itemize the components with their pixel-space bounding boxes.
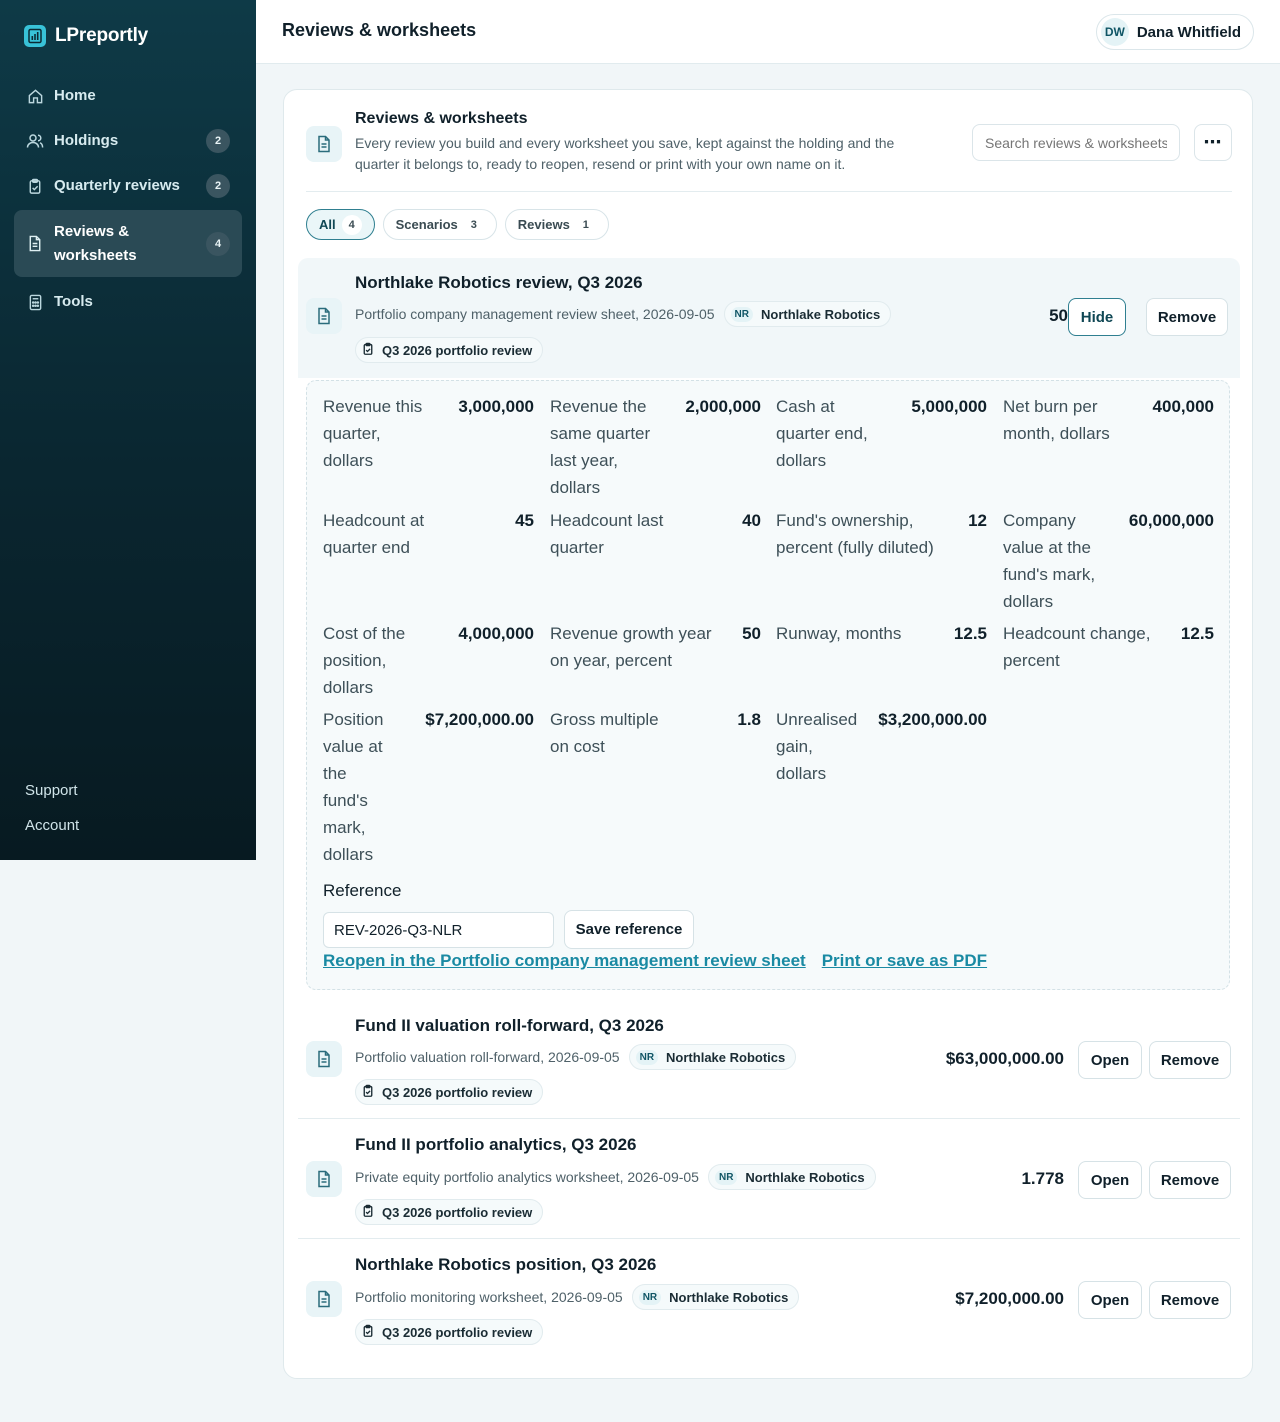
app-name: LPreportly xyxy=(55,25,149,46)
metric-label: Gross multiple on cost xyxy=(550,710,659,756)
item-detail-panel xyxy=(306,380,1230,990)
list-item xyxy=(298,1002,1240,1118)
more-options-button[interactable]: ⋯ xyxy=(1194,124,1232,161)
metric-item xyxy=(550,507,761,561)
holding-tag[interactable] xyxy=(629,1044,797,1070)
sidebar-item-label: Holdings xyxy=(54,132,119,149)
open-button[interactable]: Open xyxy=(1078,1041,1142,1079)
metric-value: 400,000 xyxy=(1152,397,1214,416)
save-reference-button[interactable]: Save reference xyxy=(564,910,694,949)
holding-name: Northlake Robotics xyxy=(745,1169,865,1185)
metric-label: Revenue this quarter, dollars xyxy=(323,397,423,470)
metric-item xyxy=(776,507,987,561)
filter-label: Scenarios xyxy=(395,217,458,232)
metric-value: $7,200,000.00 xyxy=(425,710,534,729)
metric-value: 3,000,000 xyxy=(458,397,534,416)
sidebar-item-holdings[interactable] xyxy=(14,119,242,163)
metric-label: Fund's ownership, percent (fully diluted) xyxy=(776,511,934,557)
metric-item xyxy=(550,620,761,674)
item-title: Fund II valuation roll-forward, Q3 2026 xyxy=(355,1016,664,1035)
document-icon xyxy=(306,1161,342,1197)
metric-value: 1.8 xyxy=(737,710,761,729)
count-badge: 2 xyxy=(206,174,230,198)
holding-initials: NR xyxy=(731,307,753,322)
metric-value: 12 xyxy=(968,511,987,530)
remove-button[interactable]: Remove xyxy=(1146,298,1228,336)
home-icon xyxy=(26,87,44,105)
filter-reviews[interactable] xyxy=(505,209,609,240)
item-title: Northlake Robotics position, Q3 2026 xyxy=(355,1255,657,1274)
metric-value: 40 xyxy=(742,511,761,530)
item-value: 1.778 xyxy=(1021,1169,1064,1188)
holding-tag[interactable] xyxy=(708,1164,876,1190)
document-icon xyxy=(306,1281,342,1317)
row-divider xyxy=(298,1118,1240,1119)
review-tag[interactable] xyxy=(355,1319,543,1345)
item-meta xyxy=(355,1164,876,1190)
calculator-icon xyxy=(26,293,44,311)
metric-item xyxy=(323,393,534,474)
review-name: Q3 2026 portfolio review xyxy=(382,342,533,358)
reopen-link[interactable]: Reopen in the Portfolio company management review sheet xyxy=(323,951,806,970)
open-button[interactable]: Open xyxy=(1078,1281,1142,1319)
remove-button[interactable]: Remove xyxy=(1149,1041,1231,1079)
sidebar xyxy=(0,0,256,860)
user-name: Dana Whitfield xyxy=(1136,23,1241,41)
reviews-card xyxy=(283,89,1253,1379)
holding-tag[interactable] xyxy=(632,1284,800,1310)
sidebar-item-label: Quarterly reviews xyxy=(54,177,180,194)
review-tag[interactable] xyxy=(355,1079,543,1105)
metric-item xyxy=(323,620,534,701)
sidebar-item-reviews-worksheets[interactable] xyxy=(14,210,242,277)
metric-value: 45 xyxy=(515,511,534,530)
holding-initials: NR xyxy=(639,1290,661,1305)
sidebar-item-tools[interactable] xyxy=(14,280,242,324)
remove-button[interactable]: Remove xyxy=(1149,1161,1231,1199)
list-item xyxy=(298,1121,1240,1237)
metric-item xyxy=(550,706,761,760)
metric-label: Runway, months xyxy=(776,624,902,643)
app-logo-icon xyxy=(24,25,46,47)
clipboard-icon xyxy=(26,177,44,195)
review-tag[interactable] xyxy=(355,1199,543,1225)
metric-label: Headcount last quarter xyxy=(550,511,664,557)
support-link[interactable]: Support xyxy=(25,782,78,799)
item-value: $63,000,000.00 xyxy=(945,1049,1064,1068)
metric-item xyxy=(323,507,534,561)
filter-label: All xyxy=(319,217,336,232)
search-input[interactable] xyxy=(972,124,1180,161)
filter-count: 1 xyxy=(582,218,589,231)
user-menu[interactable] xyxy=(1096,14,1254,50)
holding-name: Northlake Robotics xyxy=(666,1049,786,1065)
filter-count: 4 xyxy=(342,215,362,235)
detail-links xyxy=(323,951,987,971)
users-icon xyxy=(26,132,44,150)
hide-button[interactable]: Hide xyxy=(1068,298,1126,336)
sidebar-nav xyxy=(14,74,242,325)
item-description: Portfolio monitoring worksheet, 2026-09-05 xyxy=(355,1289,623,1305)
row-divider xyxy=(298,1238,1240,1239)
metric-label: Cash at quarter end, dollars xyxy=(776,397,868,470)
filter-label: Reviews xyxy=(517,217,570,232)
clipboard-icon xyxy=(362,1084,374,1101)
list-item xyxy=(298,258,1240,378)
document-icon xyxy=(306,1041,342,1077)
metric-value: 5,000,000 xyxy=(911,397,987,416)
item-meta xyxy=(355,1284,799,1310)
metric-label: Company value at the fund's mark, dollars xyxy=(1003,511,1096,611)
sidebar-footer xyxy=(25,782,79,852)
holding-initials: NR xyxy=(715,1170,737,1185)
review-name: Q3 2026 portfolio review xyxy=(382,1204,533,1220)
metric-label: Cost of the position, dollars xyxy=(323,624,406,697)
count-badge: 4 xyxy=(206,232,230,256)
page-title: Reviews & worksheets xyxy=(282,20,477,40)
item-meta xyxy=(355,301,891,327)
sidebar-item-home[interactable] xyxy=(14,74,242,118)
card-title: Reviews & worksheets xyxy=(355,110,528,127)
filter-all[interactable] xyxy=(306,209,375,240)
document-icon xyxy=(306,126,342,162)
sidebar-item-label: Home xyxy=(54,87,96,104)
item-value: $7,200,000.00 xyxy=(955,1289,1064,1308)
clipboard-icon xyxy=(362,1204,374,1221)
card-header xyxy=(306,110,1232,192)
document-icon xyxy=(306,298,342,334)
sidebar-item-label: Tools xyxy=(54,293,93,310)
holding-name: Northlake Robotics xyxy=(669,1289,789,1305)
metric-value: 2,000,000 xyxy=(685,397,761,416)
brand[interactable] xyxy=(24,25,148,47)
clipboard-icon xyxy=(362,342,374,359)
open-button[interactable]: Open xyxy=(1078,1161,1142,1199)
item-description: Portfolio valuation roll-forward, 2026-09-05 xyxy=(355,1049,620,1065)
metric-value: 12.5 xyxy=(953,624,987,643)
list-item xyxy=(298,1241,1240,1357)
top-bar xyxy=(256,0,1280,64)
metric-label: Net burn per month, dollars xyxy=(1003,397,1110,443)
avatar: DW xyxy=(1101,18,1129,46)
reference-label: Reference xyxy=(323,881,402,900)
metric-item xyxy=(776,620,987,647)
metric-label: Unrealised gain, dollars xyxy=(776,710,858,783)
filter-scenarios[interactable] xyxy=(383,209,497,240)
count-badge: 2 xyxy=(206,129,230,153)
metric-label: Revenue growth year on year, percent xyxy=(550,624,712,670)
holding-name: Northlake Robotics xyxy=(761,306,881,322)
metric-label: Revenue the same quarter last year, dollars xyxy=(550,397,651,497)
metric-value: 60,000,000 xyxy=(1128,511,1214,530)
review-name: Q3 2026 portfolio review xyxy=(382,1084,533,1100)
metric-item xyxy=(776,706,987,787)
review-name: Q3 2026 portfolio review xyxy=(382,1324,533,1340)
metric-value: 4,000,000 xyxy=(458,624,534,643)
metric-label: Headcount at quarter end xyxy=(323,511,425,557)
item-value: 50 xyxy=(1049,306,1068,325)
metric-value: 12.5 xyxy=(1180,624,1214,643)
metric-item xyxy=(776,393,987,474)
sidebar-item-label: Reviews & worksheets xyxy=(54,222,137,264)
metric-item xyxy=(1003,507,1214,615)
review-tag[interactable] xyxy=(355,337,543,363)
metric-value: 50 xyxy=(742,624,761,643)
metric-label: Headcount change, percent xyxy=(1003,624,1151,670)
reference-input[interactable] xyxy=(323,912,554,948)
holding-initials: NR xyxy=(636,1050,658,1065)
metric-item xyxy=(550,393,761,501)
metric-item xyxy=(323,706,534,868)
document-icon xyxy=(26,235,44,253)
metric-label: Position value at the fund's mark, dollars xyxy=(323,710,384,864)
holding-tag[interactable] xyxy=(724,301,892,327)
item-meta xyxy=(355,1044,796,1070)
metric-item xyxy=(1003,620,1214,674)
item-description: Portfolio company management review sheet, 2026-09-05 xyxy=(355,306,715,322)
sidebar-item-quarterly-reviews[interactable] xyxy=(14,164,242,208)
clipboard-icon xyxy=(362,1324,374,1341)
card-description: Every review you build and every worksheet you save, kept against the holding and the quarter it belongs to, ready to reopen, resend or print with your own name on it. xyxy=(355,135,895,172)
item-title: Northlake Robotics review, Q3 2026 xyxy=(355,273,643,292)
metric-value: $3,200,000.00 xyxy=(878,710,987,729)
account-link[interactable]: Account xyxy=(25,817,80,834)
metric-item xyxy=(1003,393,1214,447)
item-description: Private equity portfolio analytics worksheet, 2026-09-05 xyxy=(355,1169,699,1185)
print-link[interactable]: Print or save as PDF xyxy=(821,951,988,970)
item-title: Fund II portfolio analytics, Q3 2026 xyxy=(355,1135,637,1154)
filter-count: 3 xyxy=(470,218,477,231)
filter-tabs xyxy=(306,209,609,240)
remove-button[interactable]: Remove xyxy=(1149,1281,1231,1319)
